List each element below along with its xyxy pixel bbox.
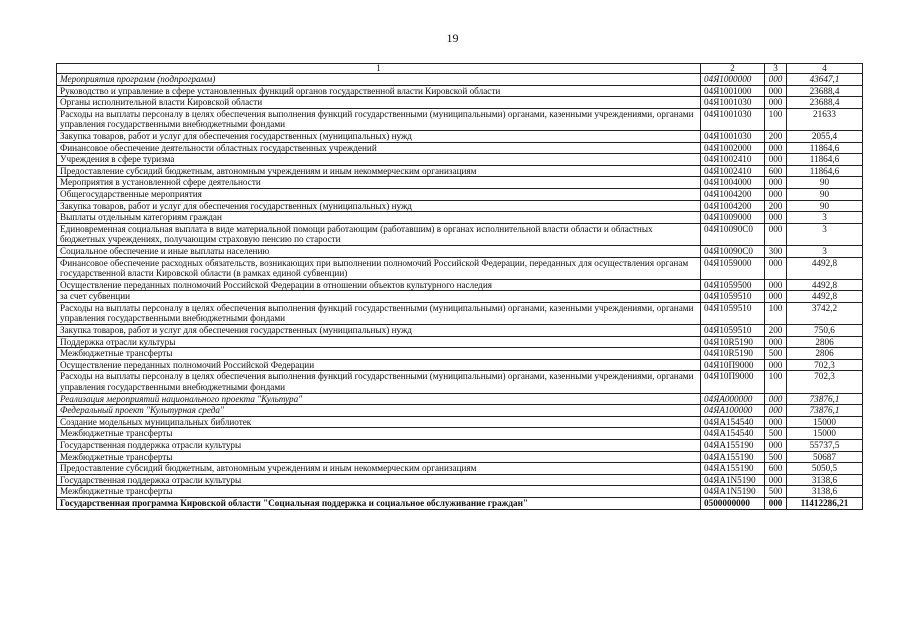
row-code: 04Я1009000 xyxy=(701,212,765,224)
row-amount: 5050,5 xyxy=(787,463,863,475)
row-code: 04ЯА1N5190 xyxy=(701,474,765,486)
row-code: 04Я1001030 xyxy=(701,97,765,109)
table-row xyxy=(57,142,863,154)
row-name: Учреждения в сфере туризма xyxy=(57,154,701,166)
row-name: Предоставление субсидий бюджетным, автономным учреждениям и иным некоммерческим организациям xyxy=(57,165,701,177)
row-code: 0500000000 xyxy=(701,497,765,509)
table-row xyxy=(57,440,863,452)
row-name: Межбюджетные трансферты xyxy=(57,486,701,498)
row-code: 04Я1002000 xyxy=(701,142,765,154)
row-amount: 11864,6 xyxy=(787,154,863,166)
row-code: 04Я1059510 xyxy=(701,291,765,303)
row-amount: 15000 xyxy=(787,428,863,440)
row-amount: 3138,6 xyxy=(787,486,863,498)
row-amount: 3 xyxy=(787,223,863,245)
row-amount: 4492,8 xyxy=(787,257,863,279)
row-code: 04ЯА154540 xyxy=(701,416,765,428)
row-name: Закупка товаров, работ и услуг для обеспечения государственных (муниципальных) нужд xyxy=(57,200,701,212)
row-name: Осуществление переданных полномочий Российской Федерации xyxy=(57,359,701,371)
row-code: 04Я10П9000 xyxy=(701,371,765,393)
row-expense-type: 000 xyxy=(765,291,787,303)
row-code: 04Я1001030 xyxy=(701,108,765,130)
row-code: 04Я1002410 xyxy=(701,165,765,177)
row-expense-type: 100 xyxy=(765,371,787,393)
table-row xyxy=(57,359,863,371)
table-row xyxy=(57,291,863,303)
table-row xyxy=(57,393,863,405)
row-code: 04ЯА100000 xyxy=(701,405,765,417)
table-row xyxy=(57,474,863,486)
row-name: Общегосударственные мероприятия xyxy=(57,188,701,200)
row-expense-type: 000 xyxy=(765,405,787,417)
row-code: 04Я1002410 xyxy=(701,154,765,166)
row-name: Расходы на выплаты персоналу в целях обеспечения выполнения функций государственными (муниципальными) органами, казенными учреждениями, органами управления государственными внебюджетными фондами xyxy=(57,371,701,393)
table-row xyxy=(57,97,863,109)
row-expense-type: 200 xyxy=(765,200,787,212)
row-amount: 73876,1 xyxy=(787,405,863,417)
row-code: 04Я1059510 xyxy=(701,325,765,337)
table-row xyxy=(57,165,863,177)
row-amount: 750,6 xyxy=(787,325,863,337)
row-name: Федеральный проект "Культурная среда" xyxy=(57,405,701,417)
row-name: Государственная поддержка отрасли культуры xyxy=(57,440,701,452)
table-row xyxy=(57,108,863,130)
table-row xyxy=(57,188,863,200)
row-expense-type: 000 xyxy=(765,188,787,200)
row-amount: 15000 xyxy=(787,416,863,428)
row-code: 04Я1000000 xyxy=(701,74,765,86)
row-amount: 23688,4 xyxy=(787,85,863,97)
row-name: за счет субвенции xyxy=(57,291,701,303)
row-expense-type: 200 xyxy=(765,325,787,337)
row-code: 04ЯА155190 xyxy=(701,440,765,452)
row-expense-type: 000 xyxy=(765,359,787,371)
row-amount: 90 xyxy=(787,200,863,212)
row-expense-type: 000 xyxy=(765,154,787,166)
row-amount: 90 xyxy=(787,188,863,200)
row-name: Государственная программа Кировской области "Социальная поддержка и социальное обслуживание граждан" xyxy=(57,497,701,509)
row-code: 04Я10090С0 xyxy=(701,223,765,245)
row-expense-type: 000 xyxy=(765,142,787,154)
row-name: Межбюджетные трансферты xyxy=(57,348,701,360)
table-row xyxy=(57,223,863,245)
row-name: Расходы на выплаты персоналу в целях обеспечения выполнения функций государственными (муниципальными) органами, казенными учреждениями, органами управления государственными внебюджетными фондами xyxy=(57,302,701,324)
table-row xyxy=(57,257,863,279)
table-row xyxy=(57,154,863,166)
table-row xyxy=(57,130,863,142)
table-row xyxy=(57,371,863,393)
page-number: 19 xyxy=(446,31,459,45)
row-expense-type: 000 xyxy=(765,393,787,405)
row-name: Закупка товаров, работ и услуг для обеспечения государственных (муниципальных) нужд xyxy=(57,325,701,337)
row-expense-type: 000 xyxy=(765,497,787,509)
row-code: 04ЯА1N5190 xyxy=(701,486,765,498)
row-expense-type: 300 xyxy=(765,245,787,257)
row-amount: 4492,8 xyxy=(787,279,863,291)
row-code: 04ЯА155190 xyxy=(701,463,765,475)
header-code: 2 xyxy=(701,64,765,74)
table-body xyxy=(57,74,863,510)
table-row xyxy=(57,279,863,291)
row-expense-type: 100 xyxy=(765,108,787,130)
row-code: 04ЯА154540 xyxy=(701,428,765,440)
row-name: Финансовое обеспечение деятельности областных государственных учреждений xyxy=(57,142,701,154)
row-amount: 55737,5 xyxy=(787,440,863,452)
row-expense-type: 000 xyxy=(765,474,787,486)
row-amount: 21633 xyxy=(787,108,863,130)
row-amount: 2055,4 xyxy=(787,130,863,142)
row-code: 04ЯА000000 xyxy=(701,393,765,405)
table-row xyxy=(57,74,863,86)
row-name: Государственная поддержка отрасли культуры xyxy=(57,474,701,486)
table-row xyxy=(57,348,863,360)
table-row xyxy=(57,325,863,337)
row-code: 04Я1001000 xyxy=(701,85,765,97)
row-code: 04Я10R5190 xyxy=(701,336,765,348)
row-name: Мероприятия программ (подпрограмм) xyxy=(57,74,701,86)
row-amount: 702,3 xyxy=(787,371,863,393)
row-expense-type: 000 xyxy=(765,416,787,428)
row-expense-type: 000 xyxy=(765,257,787,279)
row-amount: 50687 xyxy=(787,451,863,463)
row-amount: 3 xyxy=(787,245,863,257)
row-amount: 90 xyxy=(787,177,863,189)
row-amount: 702,3 xyxy=(787,359,863,371)
row-name: Создание модельных муниципальных библиотек xyxy=(57,416,701,428)
row-amount: 11412286,21 xyxy=(787,497,863,509)
row-name: Поддержка отрасли культуры xyxy=(57,336,701,348)
table-row xyxy=(57,451,863,463)
header-vr: 3 xyxy=(765,64,787,74)
row-expense-type: 000 xyxy=(765,177,787,189)
row-name: Выплаты отдельным категориям граждан xyxy=(57,212,701,224)
row-amount: 11864,6 xyxy=(787,142,863,154)
table-row xyxy=(57,428,863,440)
row-name: Расходы на выплаты персоналу в целях обеспечения выполнения функций государственными (муниципальными) органами, казенными учреждениями, органами управления государственными внебюджетными фондами xyxy=(57,108,701,130)
row-code: 04Я10090С0 xyxy=(701,245,765,257)
row-expense-type: 500 xyxy=(765,428,787,440)
row-expense-type: 000 xyxy=(765,279,787,291)
row-amount: 23688,4 xyxy=(787,97,863,109)
table-row xyxy=(57,416,863,428)
row-code: 04Я10П9000 xyxy=(701,359,765,371)
row-name: Межбюджетные трансферты xyxy=(57,451,701,463)
row-code: 04Я1059510 xyxy=(701,302,765,324)
table-row xyxy=(57,405,863,417)
row-code: 04ЯА155190 xyxy=(701,451,765,463)
row-code: 04Я1059500 xyxy=(701,279,765,291)
row-name: Предоставление субсидий бюджетным, автономным учреждениям и иным некоммерческим организациям xyxy=(57,463,701,475)
row-expense-type: 000 xyxy=(765,223,787,245)
table-row xyxy=(57,463,863,475)
row-expense-type: 600 xyxy=(765,165,787,177)
row-name: Финансовое обеспечение расходных обязательств, возникающих при выполнении полномочий Российской Федерации, переданных для осуществления органам государственной власти Кировской области (в рамках единой субвенции) xyxy=(57,257,701,279)
row-name: Единовременная социальная выплата в виде материальной помощи работающим (работавшим) в органах исполнительной власти области и областных бюджетных учреждениях, получающим страховую пенсию по старости xyxy=(57,223,701,245)
row-code: 04Я1004200 xyxy=(701,188,765,200)
row-code: 04Я1001030 xyxy=(701,130,765,142)
row-expense-type: 000 xyxy=(765,74,787,86)
row-name: Руководство и управление в сфере установленных функций органов государственной власти Кировской области xyxy=(57,85,701,97)
row-amount: 3742,2 xyxy=(787,302,863,324)
row-expense-type: 000 xyxy=(765,336,787,348)
row-name: Закупка товаров, работ и услуг для обеспечения государственных (муниципальных) нужд xyxy=(57,130,701,142)
row-amount: 4492,8 xyxy=(787,291,863,303)
row-name: Реализация мероприятий национального проекта "Культура" xyxy=(57,393,701,405)
table-row xyxy=(57,302,863,324)
table-header-row xyxy=(57,64,863,74)
header-sum: 4 xyxy=(787,64,863,74)
row-name: Органы исполнительной власти Кировской области xyxy=(57,97,701,109)
row-amount: 3 xyxy=(787,212,863,224)
row-expense-type: 200 xyxy=(765,130,787,142)
table-row xyxy=(57,486,863,498)
table-row xyxy=(57,177,863,189)
row-expense-type: 000 xyxy=(765,97,787,109)
row-code: 04Я1059000 xyxy=(701,257,765,279)
row-name: Осуществление переданных полномочий Российской Федерации в отношении объектов культурного наследия xyxy=(57,279,701,291)
row-amount: 2806 xyxy=(787,348,863,360)
table-row xyxy=(57,85,863,97)
row-expense-type: 600 xyxy=(765,463,787,475)
row-expense-type: 500 xyxy=(765,348,787,360)
row-amount: 11864,6 xyxy=(787,165,863,177)
header-name: 1 xyxy=(57,64,701,74)
row-expense-type: 000 xyxy=(765,440,787,452)
row-expense-type: 000 xyxy=(765,212,787,224)
row-amount: 2806 xyxy=(787,336,863,348)
row-expense-type: 000 xyxy=(765,85,787,97)
row-name: Межбюджетные трансферты xyxy=(57,428,701,440)
row-expense-type: 500 xyxy=(765,451,787,463)
row-code: 04Я1004000 xyxy=(701,177,765,189)
table-row xyxy=(57,245,863,257)
row-expense-type: 500 xyxy=(765,486,787,498)
row-name: Мероприятия в установленной сфере деятельности xyxy=(57,177,701,189)
table-row xyxy=(57,212,863,224)
row-code: 04Я10R5190 xyxy=(701,348,765,360)
row-code: 04Я1004200 xyxy=(701,200,765,212)
table-row xyxy=(57,497,863,509)
row-amount: 3138,6 xyxy=(787,474,863,486)
budget-table xyxy=(56,63,863,510)
table-row xyxy=(57,200,863,212)
row-amount: 43647,1 xyxy=(787,74,863,86)
table-row xyxy=(57,336,863,348)
row-name: Социальное обеспечение и иные выплаты населению xyxy=(57,245,701,257)
row-amount: 73876,1 xyxy=(787,393,863,405)
row-expense-type: 100 xyxy=(765,302,787,324)
